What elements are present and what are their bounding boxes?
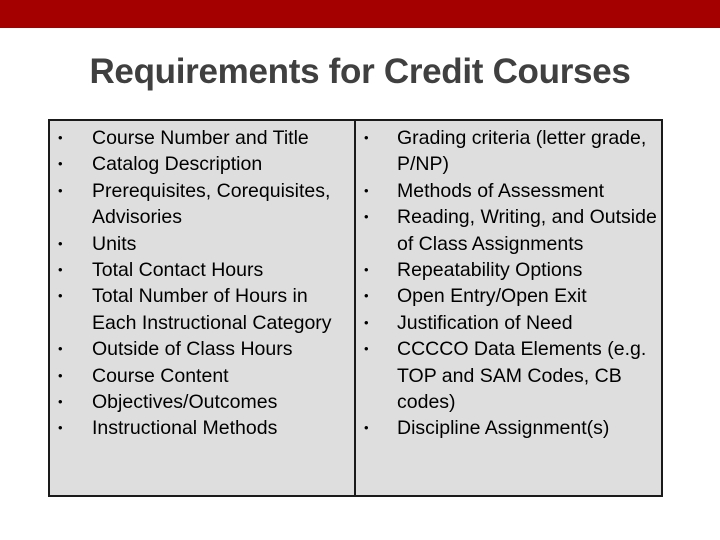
list-item-text: Course Content	[92, 364, 229, 387]
list-item-text: Total Number of Hours in Each Instructional Category	[92, 285, 332, 334]
list-item-text: Grading criteria (letter grade, P/NP)	[397, 127, 647, 176]
list-item-text: Methods of Assessment	[397, 179, 605, 202]
bullet-icon: •	[58, 420, 63, 436]
right-column	[356, 121, 661, 495]
bullet-icon: •	[58, 288, 63, 304]
list-item-text: Discipline Assignment(s)	[397, 417, 610, 440]
list-item	[356, 415, 661, 441]
bullet-icon: •	[364, 314, 369, 330]
list-item	[356, 336, 661, 415]
list-item-text: CCCCO Data Elements (e.g. TOP and SAM Codes, CB codes)	[397, 338, 647, 414]
bullet-icon: •	[364, 130, 369, 145]
list-item-text: Units	[92, 232, 137, 255]
bullet-icon: •	[58, 130, 63, 145]
list-item-text: Objectives/Outcomes	[92, 391, 278, 414]
list-item	[356, 178, 661, 204]
list-item	[356, 125, 661, 178]
bullet-icon: •	[364, 341, 369, 357]
list-item	[356, 310, 661, 336]
list-item-text: Course Number and Title	[92, 127, 309, 149]
bullet-icon: •	[58, 262, 63, 278]
list-item	[50, 336, 354, 362]
bullet-icon: •	[364, 420, 369, 436]
bullet-icon: •	[58, 341, 63, 357]
list-item-text: Open Entry/Open Exit	[397, 285, 587, 308]
list-item	[50, 257, 354, 283]
requirements-table	[48, 119, 663, 497]
list-item	[356, 204, 661, 257]
bullet-icon: •	[58, 156, 63, 172]
list-item	[50, 389, 354, 415]
list-item	[356, 283, 661, 309]
list-item-text: Outside of Class Hours	[92, 338, 293, 361]
list-item	[50, 283, 354, 336]
bullet-icon: •	[364, 182, 369, 198]
bullet-icon: •	[364, 209, 369, 225]
list-item-text: Reading, Writing, and Outside of Class Assignments	[397, 206, 657, 255]
list-item	[50, 231, 354, 257]
bullet-icon: •	[58, 394, 63, 410]
list-item-text: Justification of Need	[397, 311, 573, 334]
list-item	[50, 415, 354, 441]
list-item	[356, 257, 661, 283]
left-bullet-list	[50, 121, 354, 442]
slide-title: Requirements for Credit Courses	[89, 52, 631, 91]
list-item	[50, 363, 354, 389]
left-column	[50, 121, 356, 495]
bullet-icon: •	[364, 262, 369, 278]
list-item-text: Prerequisites, Corequisites, Advisories	[92, 179, 331, 229]
list-item-text: Instructional Methods	[92, 417, 278, 440]
list-item	[50, 178, 354, 231]
right-bullet-list	[356, 121, 661, 442]
bullet-icon: •	[58, 182, 63, 198]
list-item-text: Repeatability Options	[397, 259, 583, 282]
list-item	[50, 151, 354, 177]
list-item	[50, 125, 354, 151]
list-item-text: Total Contact Hours	[92, 259, 264, 282]
bullet-icon: •	[58, 367, 63, 383]
bullet-icon: •	[58, 235, 63, 251]
bullet-icon: •	[364, 288, 369, 304]
list-item-text: Catalog Description	[92, 153, 263, 176]
top-accent-bar	[0, 0, 720, 28]
